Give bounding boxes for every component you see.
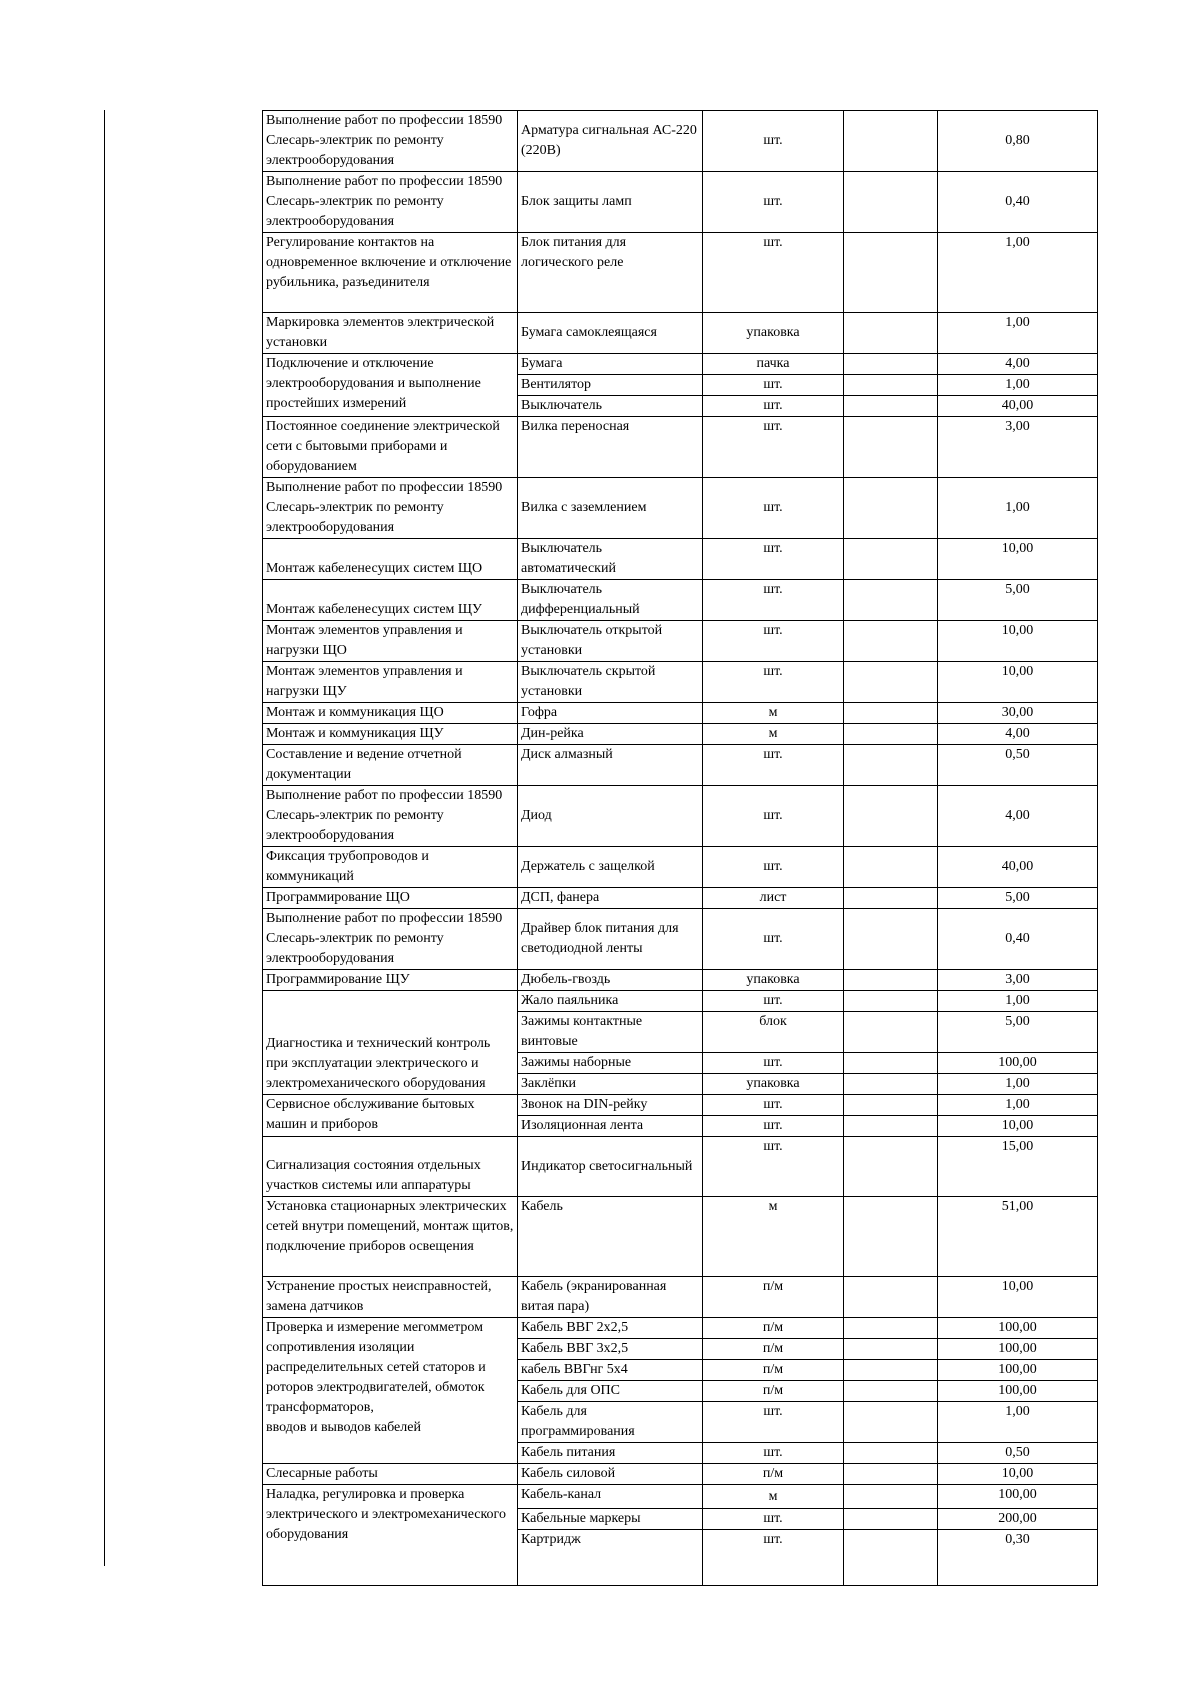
activity-cell: Выполнение работ по профессии 18590 Слесарь-электрик по ремонту электрооборудования <box>263 786 518 847</box>
table-row <box>263 703 1098 724</box>
table-row <box>263 1137 1098 1197</box>
quantity-cell: 3,00 <box>938 970 1098 991</box>
material-cell: Индикатор светосигнальный <box>518 1137 703 1197</box>
quantity-cell: 5,00 <box>938 888 1098 909</box>
quantity-cell: 10,00 <box>938 1277 1098 1318</box>
quantity-cell: 0,30 <box>938 1530 1098 1586</box>
empty-cell <box>844 1485 938 1509</box>
empty-cell <box>844 847 938 888</box>
quantity-cell: 10,00 <box>938 1116 1098 1137</box>
empty-cell <box>844 417 938 478</box>
unit-cell: шт. <box>703 1116 844 1137</box>
material-cell: ДСП, фанера <box>518 888 703 909</box>
activity-cell: Маркировка элементов электрической установки <box>263 313 518 354</box>
empty-cell <box>844 1509 938 1530</box>
material-cell: Зажимы контактные винтовые <box>518 1012 703 1053</box>
table-row <box>263 1464 1098 1485</box>
quantity-cell: 1,00 <box>938 478 1098 539</box>
quantity-cell: 1,00 <box>938 313 1098 354</box>
unit-cell: шт. <box>703 111 844 172</box>
unit-cell: п/м <box>703 1360 844 1381</box>
material-cell: Выключатель <box>518 396 703 417</box>
activity-cell: Устранение простых неисправностей, замена датчиков <box>263 1277 518 1318</box>
activity-cell: Монтаж элементов управления и нагрузки ЩО <box>263 621 518 662</box>
table-row <box>263 539 1098 580</box>
unit-cell: шт. <box>703 1443 844 1464</box>
unit-cell: шт. <box>703 621 844 662</box>
table-row <box>263 1277 1098 1318</box>
empty-cell <box>844 1381 938 1402</box>
empty-cell <box>844 478 938 539</box>
quantity-cell: 0,40 <box>938 172 1098 233</box>
empty-cell <box>844 1116 938 1137</box>
quantity-cell: 15,00 <box>938 1137 1098 1197</box>
empty-cell <box>844 1464 938 1485</box>
unit-cell: м <box>703 724 844 745</box>
quantity-cell: 4,00 <box>938 724 1098 745</box>
empty-cell <box>844 662 938 703</box>
material-cell: Кабель <box>518 1197 703 1277</box>
quantity-cell: 30,00 <box>938 703 1098 724</box>
activity-cell: Постоянное соединение электрической сети с бытовыми приборами и оборудованием <box>263 417 518 478</box>
activity-cell: Регулирование контактов на одновременное включение и отключение рубильника, разъединителя <box>263 233 518 313</box>
material-cell: Блок питания для логического реле <box>518 233 703 313</box>
empty-cell <box>844 991 938 1012</box>
activity-cell: Диагностика и технический контроль при эксплуатации электрического и электромеханического оборудования <box>263 991 518 1095</box>
activity-cell: Выполнение работ по профессии 18590 Слесарь-электрик по ремонту электрооборудования <box>263 172 518 233</box>
quantity-cell: 1,00 <box>938 233 1098 313</box>
activity-cell: Слесарные работы <box>263 1464 518 1485</box>
quantity-cell: 1,00 <box>938 1074 1098 1095</box>
table-row <box>263 354 1098 375</box>
quantity-cell: 5,00 <box>938 580 1098 621</box>
empty-cell <box>844 580 938 621</box>
activity-cell: Фиксация трубопроводов и коммуникаций <box>263 847 518 888</box>
quantity-cell: 4,00 <box>938 354 1098 375</box>
empty-cell <box>844 172 938 233</box>
material-cell: Диод <box>518 786 703 847</box>
unit-cell: п/м <box>703 1381 844 1402</box>
unit-cell: шт. <box>703 1137 844 1197</box>
unit-cell: лист <box>703 888 844 909</box>
quantity-cell: 1,00 <box>938 991 1098 1012</box>
unit-cell: шт. <box>703 172 844 233</box>
material-cell: Держатель с защелкой <box>518 847 703 888</box>
material-cell: Выключатель автоматический <box>518 539 703 580</box>
material-cell: Кабель питания <box>518 1443 703 1464</box>
activity-cell: Выполнение работ по профессии 18590 Слесарь-электрик по ремонту электрооборудования <box>263 909 518 970</box>
empty-cell <box>844 1360 938 1381</box>
unit-cell: шт. <box>703 1095 844 1116</box>
table-row <box>263 1485 1098 1509</box>
unit-cell: п/м <box>703 1318 844 1339</box>
quantity-cell: 100,00 <box>938 1360 1098 1381</box>
quantity-cell: 4,00 <box>938 786 1098 847</box>
unit-cell: упаковка <box>703 1074 844 1095</box>
quantity-cell: 10,00 <box>938 1464 1098 1485</box>
unit-cell: м <box>703 1197 844 1277</box>
material-cell: Бумага самоклеящаяся <box>518 313 703 354</box>
material-cell: Диск алмазный <box>518 745 703 786</box>
quantity-cell: 1,00 <box>938 1402 1098 1443</box>
empty-cell <box>844 396 938 417</box>
material-cell: Кабель для ОПС <box>518 1381 703 1402</box>
quantity-cell: 40,00 <box>938 396 1098 417</box>
table-row <box>263 172 1098 233</box>
material-cell: Кабель ВВГ 2х2,5 <box>518 1318 703 1339</box>
unit-cell: шт. <box>703 1509 844 1530</box>
material-cell: Блок защиты ламп <box>518 172 703 233</box>
empty-cell <box>844 233 938 313</box>
unit-cell: шт. <box>703 847 844 888</box>
unit-cell: шт. <box>703 539 844 580</box>
unit-cell: шт. <box>703 1402 844 1443</box>
material-cell: Кабель (экранированная витая пара) <box>518 1277 703 1318</box>
material-cell: Звонок на DIN-рейку <box>518 1095 703 1116</box>
unit-cell: м <box>703 1485 844 1509</box>
activity-cell: Выполнение работ по профессии 18590 Слесарь-электрик по ремонту электрооборудования <box>263 111 518 172</box>
table-row <box>263 724 1098 745</box>
quantity-cell: 100,00 <box>938 1053 1098 1074</box>
material-cell: Жало паяльника <box>518 991 703 1012</box>
material-cell: Кабель-канал <box>518 1485 703 1509</box>
empty-cell <box>844 909 938 970</box>
material-cell: Зажимы наборные <box>518 1053 703 1074</box>
empty-cell <box>844 745 938 786</box>
empty-cell <box>844 621 938 662</box>
quantity-cell: 40,00 <box>938 847 1098 888</box>
activity-cell: Монтаж кабеленесущих систем ЩУ <box>263 580 518 621</box>
material-cell: Кабель ВВГ 3х2,5 <box>518 1339 703 1360</box>
empty-cell <box>844 1530 938 1586</box>
table-row <box>263 621 1098 662</box>
activity-cell: Составление и ведение отчетной документации <box>263 745 518 786</box>
activity-cell: Наладка, регулировка и проверка электрического и электромеханического оборудования <box>263 1485 518 1586</box>
activity-cell: Подключение и отключение электрооборудования и выполнение простейших измерений <box>263 354 518 417</box>
empty-cell <box>844 354 938 375</box>
unit-cell: шт. <box>703 396 844 417</box>
table-row <box>263 111 1098 172</box>
table-row <box>263 1095 1098 1116</box>
material-cell: Выключатель открытой установки <box>518 621 703 662</box>
table-row <box>263 888 1098 909</box>
unit-cell: шт. <box>703 375 844 396</box>
material-cell: Арматура сигнальная АС-220 (220В) <box>518 111 703 172</box>
activity-cell: Проверка и измерение мегомметром сопротивления изоляции распределительных сетей статоров и роторов электродвигателей, обмоток трансформаторов, вводов и выводов кабелей <box>263 1318 518 1464</box>
activity-cell: Программирование ЩО <box>263 888 518 909</box>
unit-cell: пачка <box>703 354 844 375</box>
material-cell: кабель ВВГнг 5х4 <box>518 1360 703 1381</box>
unit-cell: шт. <box>703 478 844 539</box>
quantity-cell: 10,00 <box>938 539 1098 580</box>
unit-cell: шт. <box>703 580 844 621</box>
activity-cell: Выполнение работ по профессии 18590 Слесарь-электрик по ремонту электрооборудования <box>263 478 518 539</box>
activity-cell: Установка стационарных электрических сетей внутри помещений, монтаж щитов, подключение приборов освещения <box>263 1197 518 1277</box>
activity-cell: Программирование ЩУ <box>263 970 518 991</box>
quantity-cell: 100,00 <box>938 1318 1098 1339</box>
table-row <box>263 970 1098 991</box>
material-cell: Картридж <box>518 1530 703 1586</box>
unit-cell: м <box>703 703 844 724</box>
unit-cell: упаковка <box>703 313 844 354</box>
table-row <box>263 745 1098 786</box>
quantity-cell: 200,00 <box>938 1509 1098 1530</box>
empty-cell <box>844 1443 938 1464</box>
empty-cell <box>844 111 938 172</box>
unit-cell: шт. <box>703 1053 844 1074</box>
table-row <box>263 580 1098 621</box>
empty-cell <box>844 1137 938 1197</box>
quantity-cell: 0,80 <box>938 111 1098 172</box>
empty-cell <box>844 1074 938 1095</box>
table-row <box>263 1197 1098 1277</box>
activity-cell: Монтаж элементов управления и нагрузки ЩУ <box>263 662 518 703</box>
unit-cell: шт. <box>703 417 844 478</box>
material-cell: Кабельные маркеры <box>518 1509 703 1530</box>
unit-cell: п/м <box>703 1277 844 1318</box>
material-cell: Вилка с заземлением <box>518 478 703 539</box>
empty-cell <box>844 1402 938 1443</box>
table-row <box>263 786 1098 847</box>
empty-cell <box>844 703 938 724</box>
table-row <box>263 313 1098 354</box>
material-cell: Дин-рейка <box>518 724 703 745</box>
unit-cell: п/м <box>703 1464 844 1485</box>
activity-cell: Сигнализация состояния отдельных участков системы или аппаратуры <box>263 1137 518 1197</box>
empty-cell <box>844 786 938 847</box>
material-cell: Выключатель скрытой установки <box>518 662 703 703</box>
unit-cell: шт. <box>703 662 844 703</box>
empty-cell <box>844 724 938 745</box>
quantity-cell: 5,00 <box>938 1012 1098 1053</box>
table-row <box>263 991 1098 1012</box>
quantity-cell: 3,00 <box>938 417 1098 478</box>
quantity-cell: 51,00 <box>938 1197 1098 1277</box>
activity-cell: Монтаж и коммуникация ЩО <box>263 703 518 724</box>
material-cell: Кабель силовой <box>518 1464 703 1485</box>
empty-cell <box>844 1197 938 1277</box>
materials-table <box>262 110 1098 1586</box>
quantity-cell: 10,00 <box>938 621 1098 662</box>
quantity-cell: 100,00 <box>938 1381 1098 1402</box>
unit-cell: шт. <box>703 233 844 313</box>
activity-cell: Монтаж кабеленесущих систем ЩО <box>263 539 518 580</box>
unit-cell: шт. <box>703 745 844 786</box>
quantity-cell: 100,00 <box>938 1339 1098 1360</box>
unit-cell: шт. <box>703 1530 844 1586</box>
table-row <box>263 478 1098 539</box>
material-cell: Драйвер блок питания для светодиодной ленты <box>518 909 703 970</box>
unit-cell: шт. <box>703 991 844 1012</box>
empty-cell <box>844 539 938 580</box>
left-margin-line <box>104 110 105 1566</box>
material-cell: Гофра <box>518 703 703 724</box>
material-cell: Изоляционная лента <box>518 1116 703 1137</box>
empty-cell <box>844 970 938 991</box>
activity-cell: Сервисное обслуживание бытовых машин и приборов <box>263 1095 518 1137</box>
empty-cell <box>844 1095 938 1116</box>
unit-cell: п/м <box>703 1339 844 1360</box>
empty-cell <box>844 888 938 909</box>
quantity-cell: 0,40 <box>938 909 1098 970</box>
activity-cell: Монтаж и коммуникация ЩУ <box>263 724 518 745</box>
empty-cell <box>844 1012 938 1053</box>
table-row <box>263 909 1098 970</box>
material-cell: Дюбель-гвоздь <box>518 970 703 991</box>
quantity-cell: 1,00 <box>938 375 1098 396</box>
material-cell: Вентилятор <box>518 375 703 396</box>
empty-cell <box>844 313 938 354</box>
empty-cell <box>844 1318 938 1339</box>
unit-cell: блок <box>703 1012 844 1053</box>
material-cell: Выключатель дифференциальный <box>518 580 703 621</box>
unit-cell: шт. <box>703 909 844 970</box>
material-cell: Заклёпки <box>518 1074 703 1095</box>
table-row <box>263 1318 1098 1339</box>
material-cell: Бумага <box>518 354 703 375</box>
empty-cell <box>844 1339 938 1360</box>
unit-cell: шт. <box>703 786 844 847</box>
table-row <box>263 233 1098 313</box>
material-cell: Вилка переносная <box>518 417 703 478</box>
empty-cell <box>844 1277 938 1318</box>
empty-cell <box>844 1053 938 1074</box>
quantity-cell: 10,00 <box>938 662 1098 703</box>
table-row <box>263 417 1098 478</box>
material-cell: Кабель для программирования <box>518 1402 703 1443</box>
empty-cell <box>844 375 938 396</box>
quantity-cell: 0,50 <box>938 745 1098 786</box>
table-row <box>263 847 1098 888</box>
quantity-cell: 0,50 <box>938 1443 1098 1464</box>
quantity-cell: 100,00 <box>938 1485 1098 1509</box>
unit-cell: упаковка <box>703 970 844 991</box>
quantity-cell: 1,00 <box>938 1095 1098 1116</box>
table-row <box>263 662 1098 703</box>
